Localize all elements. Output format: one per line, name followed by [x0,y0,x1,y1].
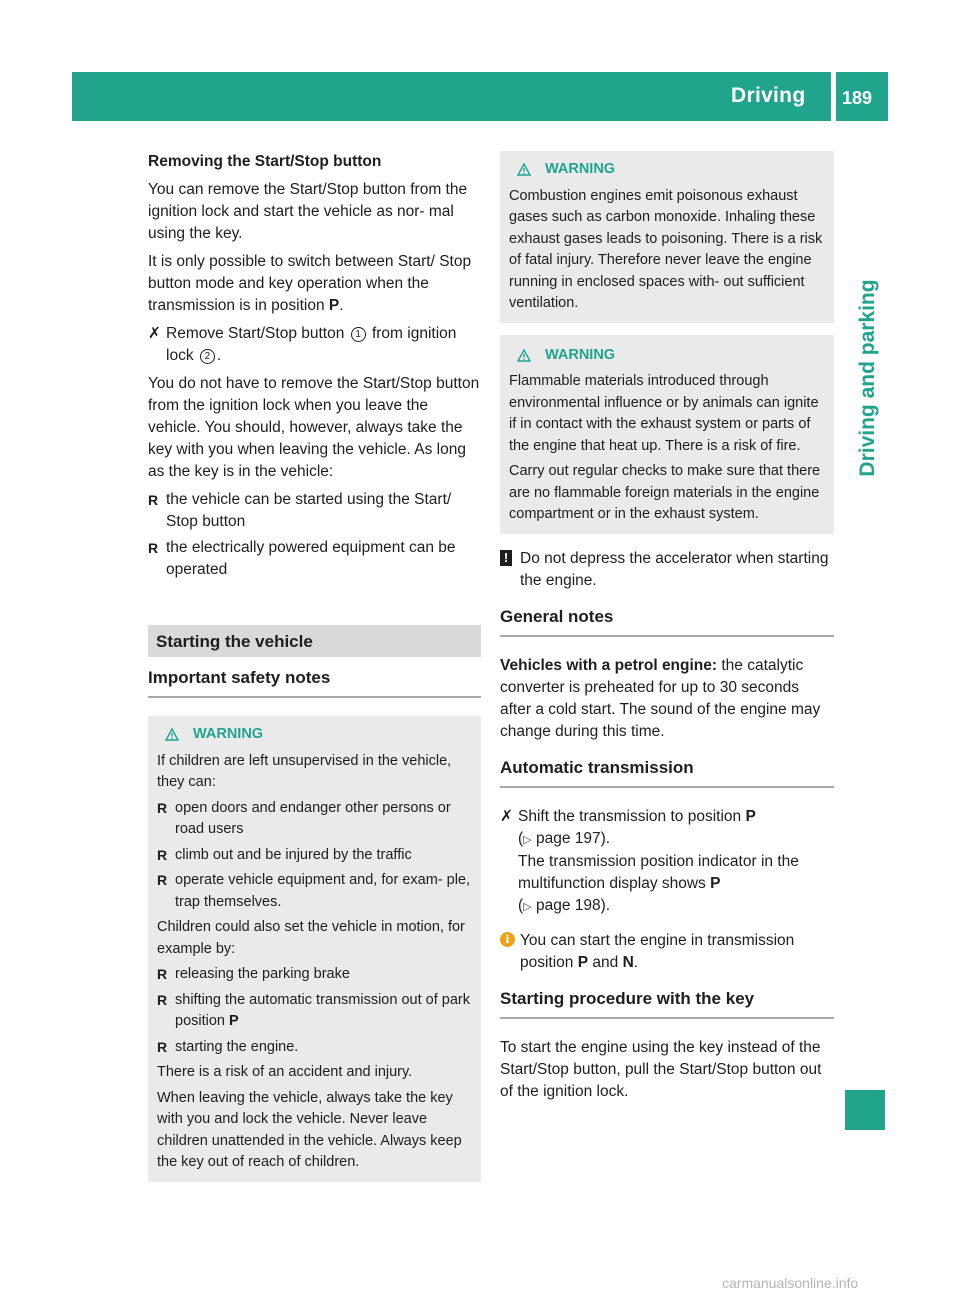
page-reference[interactable]: page 198). [535,896,611,914]
warning-title [509,345,826,367]
info-note [500,930,834,974]
callout-1-icon: 1 [351,327,366,342]
list-item [157,964,473,986]
bullet-icon: R [157,991,168,1008]
text: WARNING [545,161,616,177]
text: . [339,297,344,314]
text: starting the engine. [175,1038,299,1055]
text: It is only possible to switch between Start/ Stop button mode and key operation when the transmission is in position [148,253,472,314]
heading-general-notes: General notes [500,606,834,637]
warning-triangle-icon [165,728,179,741]
text: Remove Start/Stop button [166,325,349,342]
petrol-paragraph [500,655,834,743]
removing-paragraph-1: You can remove the Start/Stop button from the ignition lock and start the vehicle as nor- mal using the key. [148,181,468,242]
warning-box-flammable [500,335,834,534]
text: the catalytic converter is preheated for up to 30 seconds after a cold start. The sound of the engine may change during this time. [500,656,821,740]
caution-icon: ! [500,550,512,566]
warning-text: Combustion engines emit poisonous exhaust gases such as carbon monoxide. Inhaling these exhaust gases leads to poisoning. There is a risk of fatal injury. Therefore never leave the engine running in enclosed spaces with- out sufficient ventilation. [509,187,823,311]
warning-intro: If children are left unsupervised in the vehicle, they can: [157,752,452,790]
bullet-icon: R [148,540,159,556]
page-ref-arrow-icon: ▷ [523,833,532,846]
heading-starting-procedure-key: Starting procedure with the key [500,988,834,1019]
removing-title: Removing the Start/Stop button [148,153,382,170]
page-reference[interactable]: page 197). [535,829,611,847]
warning-box-exhaust [500,151,834,323]
bullet-icon: R [148,492,159,508]
warning-triangle-icon [517,349,531,362]
list-item [148,537,481,581]
position-p: P [710,874,721,892]
warning-title [509,159,826,181]
bullet-icon: R [157,872,168,888]
text: the electrically powered equipment can be operated [166,539,456,578]
right-column [500,151,834,1109]
warning-mid: Children could also set the vehicle in motion, for example by: [157,919,465,957]
section-title: Driving [731,84,806,107]
bullet-icon: R [157,1038,168,1055]
text: releasing the parking brake [175,966,350,982]
text: climb out and be injured by the traffic [175,846,412,863]
info-icon: i [500,932,515,947]
bullet-icon: R [157,846,168,863]
list-item [148,489,481,533]
text: The transmission position indicator in the multifunction display shows [518,852,799,892]
page-number: 189 [842,88,873,108]
position-p: P [745,807,756,825]
position-n: N [622,953,634,971]
step-remove-button [148,323,481,367]
position-p: P [577,953,589,971]
list-item [157,1037,473,1059]
text: operate vehicle equipment and, for exam- ple, trap themselves. [175,872,471,910]
text: You can start the engine in transmission position [520,931,795,971]
text: open doors and endanger other persons or road users [175,799,451,837]
warning-risk: There is a risk of an accident and injury. [157,1064,413,1080]
warning-text: Flammable materials introduced through environmental influence or by animals can ignite if in contact with the exhaust system or parts of the engine that heat up. There is a risk of fire. [509,373,819,454]
side-tab-label: Driving and parking [856,279,879,477]
text: shifting the automatic transmission out of park position [175,991,470,1029]
page-ref-arrow-icon: ▷ [523,900,532,913]
bullet-icon: R [157,966,168,982]
left-column [148,151,481,1196]
warning-leave: When leaving the vehicle, always take the key with you and lock the vehicle. Never leave children unattended in the vehicle. Always keep the key out of reach of children. [157,1089,462,1170]
warning-text: Carry out regular checks to make sure that there are no flammable foreign materials in the engine compartment or in the exhaust system. [509,463,821,522]
text: from ignition lock [166,325,457,364]
step-shift-transmission: ✗ Shift the transmission to position P (▷ page 197). The transmission position indicator in the multifunction display shows P (▷ page 198). [500,807,799,914]
watermark: carmanualsonline.info [722,1275,859,1291]
text: . [633,953,639,971]
warning-title [157,724,473,746]
warning-triangle-icon [517,163,531,176]
position-p: P [328,297,340,314]
heading-automatic-transmission: Automatic transmission [500,757,834,788]
text: Do not depress the accelerator when starting the engine. [520,549,829,589]
list-item [157,990,473,1033]
section-heading-starting: Starting the vehicle [148,625,481,657]
list-item [157,845,473,867]
removing-paragraph-2 [148,251,481,317]
text: and [588,953,623,971]
bullet-icon: R [157,799,168,816]
text: the vehicle can be started using the Start/ Stop button [166,491,452,530]
caution-note [500,548,834,592]
key-paragraph: To start the engine using the key instead of the Start/Stop button, pull the Start/Stop button out of the ignition lock. [500,1038,822,1100]
position-p: P [229,1013,239,1029]
text: Shift the transmission to position [518,807,746,825]
text: Vehicles with a petrol engine: [500,656,718,674]
side-marker [845,1090,885,1130]
warning-box-children [148,716,481,1182]
header-bar [72,72,831,121]
heading-safety-notes: Important safety notes [148,667,481,698]
text: . [216,347,222,364]
text: WARNING [545,346,616,363]
list-item [157,798,473,841]
removing-paragraph-3: You do not have to remove the Start/Stop button from the ignition lock when you leave the vehicle. You should, however, always take the key with you when leaving the vehicle. As long as the key is in the vehicle: [148,375,480,480]
list-item [157,870,473,913]
step-arrow-icon: ✗ [500,807,513,825]
text: WARNING [193,726,264,742]
step-arrow-icon: ✗ [148,325,161,342]
callout-2-icon: 2 [200,349,215,364]
